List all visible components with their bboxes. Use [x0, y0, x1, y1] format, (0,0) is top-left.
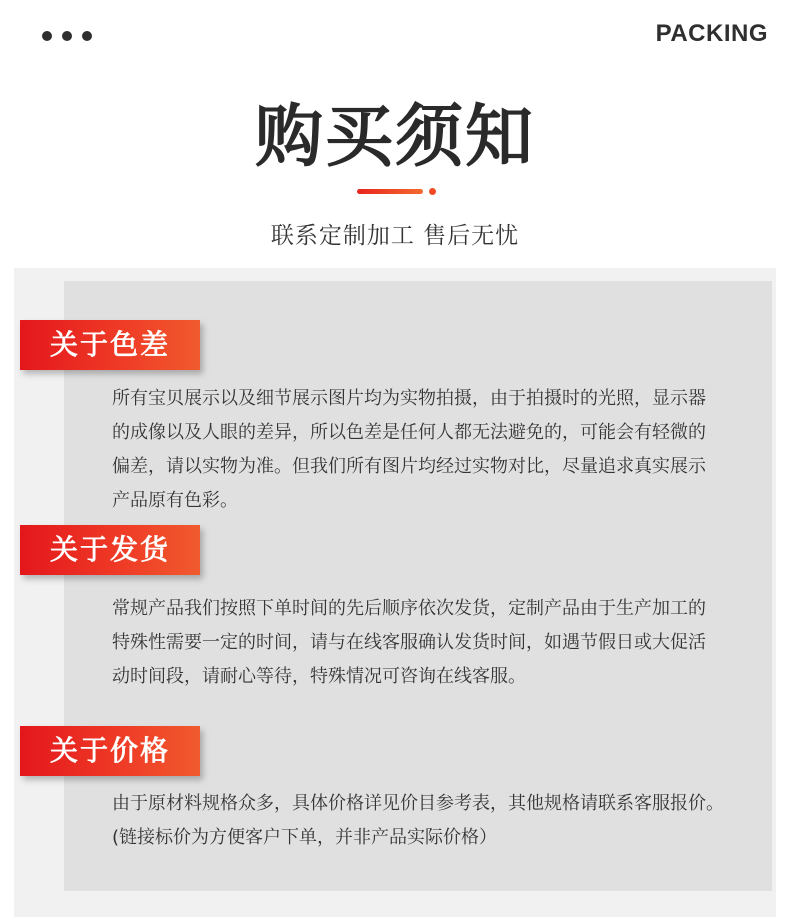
text-line: 动时间段，请耐心等待，特殊情况可咨询在线客服。 [112, 666, 526, 687]
packing-label: PACKING [655, 20, 768, 47]
section-label-pricing: 关于价格 [20, 726, 200, 776]
text-line: 偏差，请以实物为准。但我们所有图片均经过实物对比，尽量追求真实展示 [112, 456, 706, 477]
section-body-color-difference [112, 382, 762, 518]
page-title: 购买须知 [254, 98, 535, 177]
dot [82, 31, 92, 41]
section-body-pricing [112, 787, 762, 855]
section-body-shipping [112, 592, 762, 694]
dot [62, 31, 72, 41]
text-line: 常规产品我们按照下单时间的先后顺序依次发货，定制产品由于生产加工的 [112, 598, 706, 619]
text-line: 由于原材料规格众多，具体价格详见价目参考表，其他规格请联系客服报价。 [112, 793, 724, 814]
title-underline-dot [429, 188, 436, 195]
dot [42, 31, 52, 41]
text-line: 所有宝贝展示以及细节展示图片均为实物拍摄，由于拍摄时的光照，显示器 [112, 388, 706, 409]
text-line: 特殊性需要一定的时间，请与在线客服确认发货时间，如遇节假日或大促活 [112, 632, 706, 653]
text-line: 产品原有色彩。 [112, 490, 238, 511]
section-label-color-difference: 关于色差 [20, 320, 200, 370]
text-line: (链接标价为方便客户下单，并非产品实际价格） [112, 827, 498, 848]
title-underline [357, 189, 423, 194]
section-label-shipping: 关于发货 [20, 525, 200, 575]
more-dots-icon[interactable] [42, 31, 92, 41]
page-subtitle: 联系定制加工 售后无忧 [270, 223, 520, 249]
text-line: 的成像以及人眼的差异，所以色差是任何人都无法避免的，可能会有轻微的 [112, 422, 706, 443]
